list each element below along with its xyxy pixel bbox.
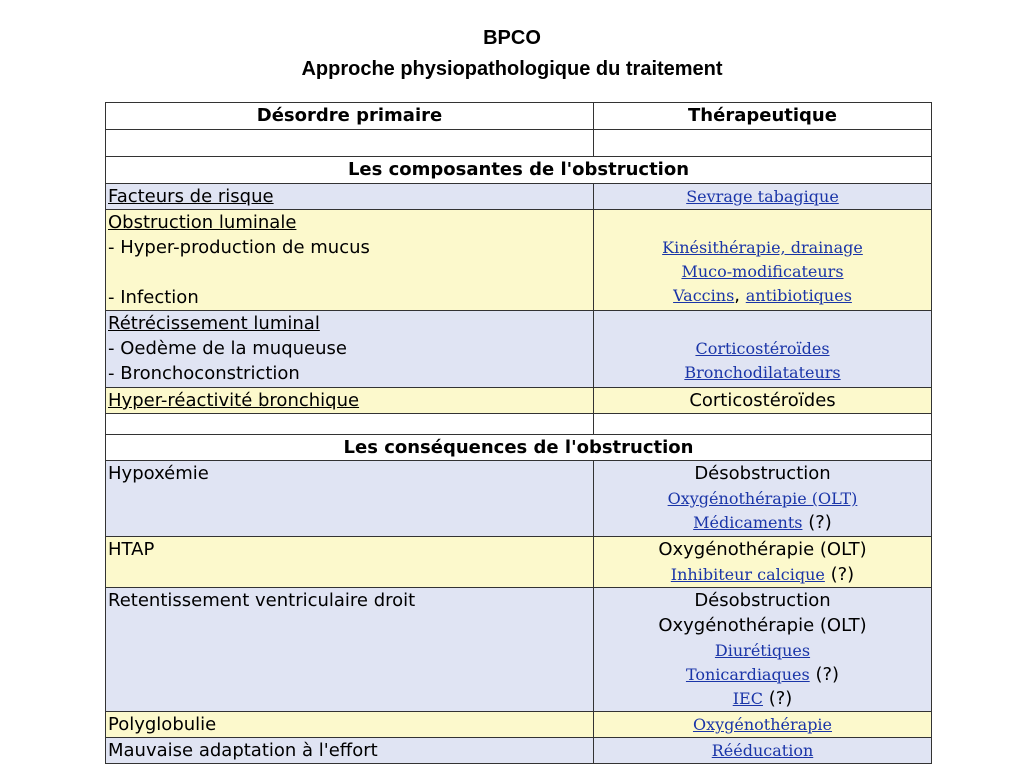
- spacer-line: [596, 311, 929, 336]
- item-hyper-production-mucus: - Hyper-production de mucus: [108, 237, 370, 258]
- line-muco: [596, 259, 929, 283]
- cell-mauvaise-therapeutique: [594, 738, 932, 764]
- link-tonicardiaques[interactable]: Tonicardiaques: [685, 665, 810, 684]
- section-title-consequences: Les conséquences de l'obstruction: [106, 435, 932, 461]
- cell-sevrage: [594, 184, 932, 210]
- text-oxygenotherapie-olt: Oxygénothérapie (OLT): [658, 539, 867, 560]
- cell-retrecissement-luminal: [106, 311, 594, 388]
- line-kinesitherapie: [596, 235, 929, 259]
- link-reeducation[interactable]: Rééducation: [711, 741, 814, 760]
- row-obstruction-luminale: [106, 210, 932, 311]
- link-corticosteroides[interactable]: Corticostéroïdes: [695, 339, 830, 358]
- row-hyper-reactivite: [106, 388, 932, 414]
- line-corticosteroides: [596, 336, 929, 360]
- spacer-line: [108, 260, 591, 285]
- line-bronchodilatateurs: [596, 360, 929, 384]
- header-row: [106, 103, 932, 130]
- label-retrecissement-luminal: Rétrécissement luminal: [108, 313, 320, 334]
- comma-separator: ,: [734, 285, 741, 306]
- empty-cell: [594, 414, 932, 435]
- link-kinesitherapie-drainage[interactable]: Kinésithérapie, drainage: [662, 238, 863, 257]
- question-mark: (?): [808, 512, 832, 533]
- label-hyper-reactivite-bronchique: Hyper-réactivité bronchique: [108, 390, 360, 411]
- header-therapeutique: Thérapeutique: [594, 103, 932, 130]
- text-desobstruction: Désobstruction: [694, 463, 831, 484]
- treatment-table: [105, 102, 932, 764]
- text-desobstruction: Désobstruction: [694, 590, 831, 611]
- link-iec[interactable]: IEC: [732, 689, 763, 708]
- empty-row: [106, 414, 932, 435]
- line-iec: [596, 686, 929, 710]
- text-oxygenotherapie-olt: Oxygénothérapie (OLT): [658, 615, 867, 636]
- line-tonicardiaques: [596, 662, 929, 686]
- link-antibiotiques[interactable]: antibiotiques: [745, 286, 852, 305]
- row-mauvaise-adaptation: [106, 738, 932, 764]
- title-line-1: BPCO: [483, 27, 541, 49]
- cell-obstruction-therapeutique: [594, 210, 932, 311]
- cell-hypoxemie: Hypoxémie: [106, 461, 594, 537]
- cell-obstruction-luminale: [106, 210, 594, 311]
- section-row-composantes: [106, 157, 932, 184]
- row-retrecissement-luminal: [106, 311, 932, 388]
- empty-cell: [106, 130, 594, 157]
- link-inhibiteur-calcique[interactable]: Inhibiteur calcique: [670, 565, 825, 584]
- spacer-line: [596, 210, 929, 235]
- cell-retentissement-therapeutique: [594, 588, 932, 712]
- item-oedeme-muqueuse: - Oedème de la muqueuse: [108, 338, 347, 359]
- empty-row: [106, 130, 932, 157]
- link-sevrage-tabagique[interactable]: Sevrage tabagique: [686, 187, 839, 206]
- section-row-consequences: [106, 435, 932, 461]
- question-mark: (?): [768, 688, 793, 709]
- item-infection: - Infection: [108, 287, 199, 308]
- cell-facteurs-de-risque: [106, 184, 594, 210]
- cell-polyglobulie: Polyglobulie: [106, 712, 594, 738]
- link-oxygenotherapie-olt[interactable]: Oxygénothérapie (OLT): [667, 489, 858, 508]
- question-mark: (?): [830, 564, 855, 585]
- row-htap: [106, 537, 932, 588]
- row-hypoxemie: [106, 461, 932, 537]
- link-oxygenotherapie[interactable]: Oxygénothérapie: [692, 715, 833, 734]
- cell-hypoxemie-therapeutique: [594, 461, 932, 537]
- section-title-composantes: Les composantes de l'obstruction: [106, 157, 932, 184]
- row-polyglobulie: [106, 712, 932, 738]
- cell-polyglobulie-therapeutique: [594, 712, 932, 738]
- item-bronchoconstriction: - Bronchoconstriction: [108, 363, 300, 384]
- empty-cell: [594, 130, 932, 157]
- line-medicaments: [596, 510, 929, 534]
- link-medicaments[interactable]: Médicaments: [693, 513, 803, 532]
- line-inhibiteur: [596, 562, 929, 586]
- label-facteurs-de-risque: Facteurs de risque: [108, 186, 274, 207]
- row-retentissement: [106, 588, 932, 712]
- title-line-2: Approche physiopathologique du traitement: [301, 58, 723, 80]
- cell-retentissement: Retentissement ventriculaire droit: [106, 588, 594, 712]
- cell-hyper-reactivite: [106, 388, 594, 414]
- link-vaccins[interactable]: Vaccins: [673, 286, 735, 305]
- header-desordre: Désordre primaire: [106, 103, 594, 130]
- cell-mauvaise-adaptation: Mauvaise adaptation à l'effort: [106, 738, 594, 764]
- line-vaccins-antibiotiques: [596, 283, 929, 307]
- label-obstruction-luminale: Obstruction luminale: [108, 212, 297, 233]
- cell-hyper-therapeutique: Corticostéroïdes: [594, 388, 932, 414]
- cell-retrecissement-therapeutique: [594, 311, 932, 388]
- empty-cell: [106, 414, 594, 435]
- link-diuretiques[interactable]: Diurétiques: [714, 641, 811, 660]
- line-diuretiques: [596, 638, 929, 662]
- row-facteurs-de-risque: [106, 184, 932, 210]
- question-mark: (?): [815, 664, 840, 685]
- cell-htap: HTAP: [106, 537, 594, 588]
- cell-htap-therapeutique: [594, 537, 932, 588]
- link-bronchodilatateurs[interactable]: Bronchodilatateurs: [684, 363, 841, 382]
- link-muco-modificateurs[interactable]: Muco-modificateurs: [681, 262, 844, 281]
- line-oxygenotherapie: [596, 486, 929, 510]
